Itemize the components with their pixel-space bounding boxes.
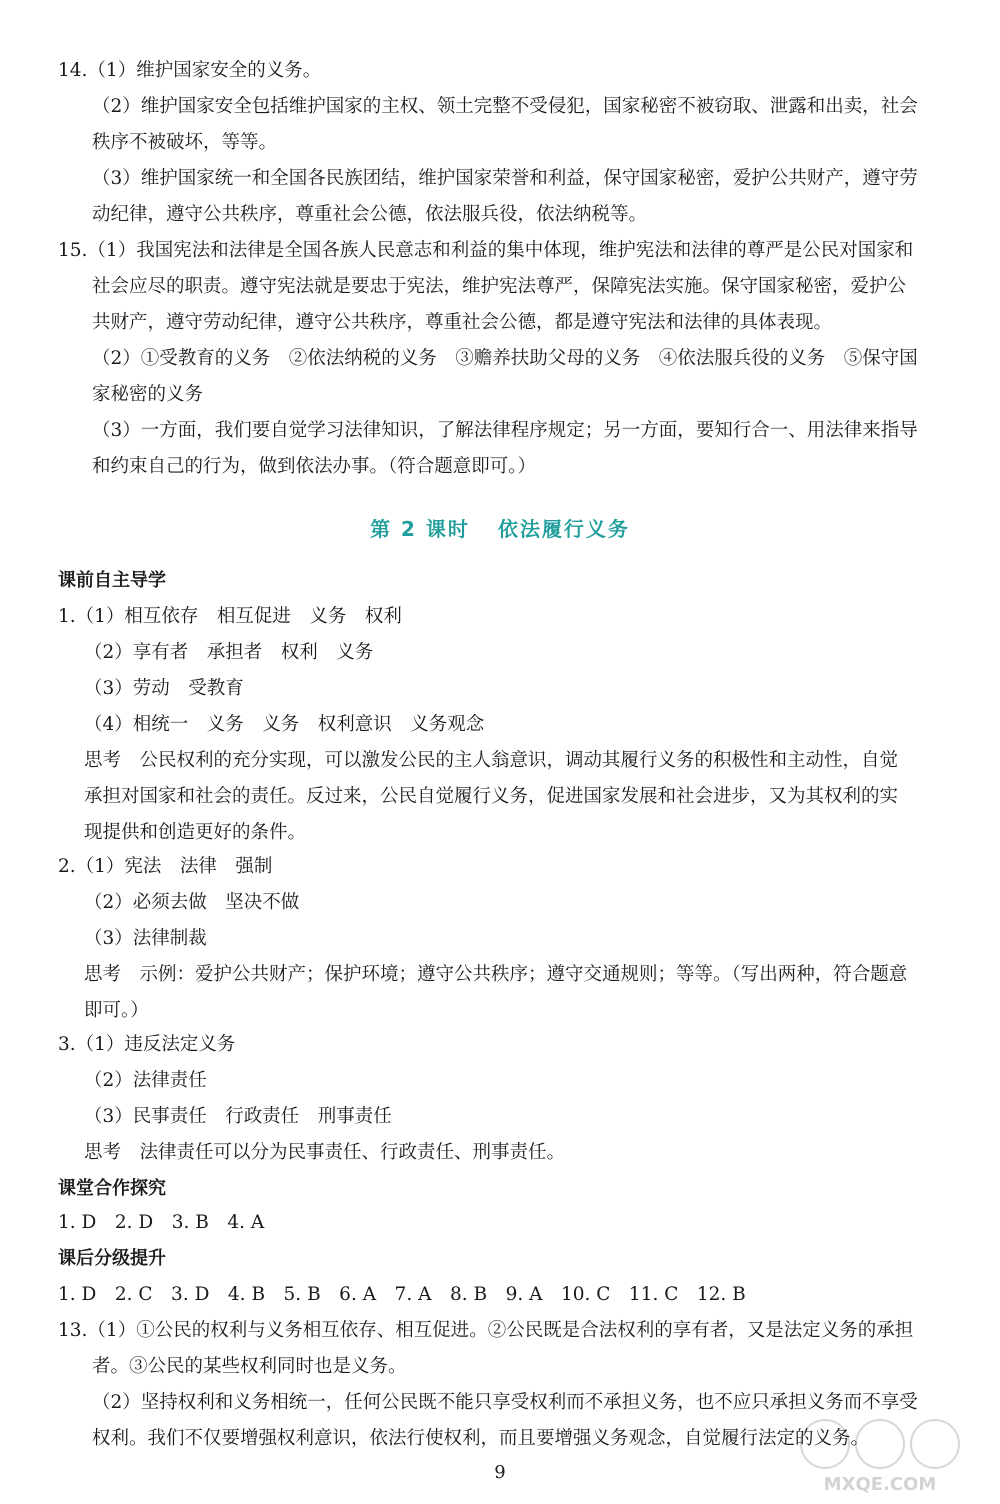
text-line: 2.（1）宪法 法律 强制 <box>58 856 273 877</box>
page-number: 9 <box>494 1462 506 1483</box>
text-line: 14.（1）维护国家安全的义务。 <box>58 60 322 81</box>
text-line: 社会应尽的职责。遵守宪法就是要忠于宪法，维护宪法尊严，保障宪法实施。保守国家秘密，爱护公 <box>92 276 907 297</box>
text-line: 3.（1）违反法定义务 <box>58 1034 236 1055</box>
text-line: （3）法律制裁 <box>84 928 207 949</box>
text-line: 15.（1）我国宪法和法律是全国各族人民意志和利益的集中体现，维护宪法和法律的尊严是公民对国家和 <box>58 240 914 261</box>
text-line: 1. D 2. D 3. B 4. A <box>58 1212 265 1233</box>
text-line: 者。③公民的某些权利同时也是义务。 <box>92 1356 407 1377</box>
text-line: 1.（1）相互依存 相互促进 义务 权利 <box>58 606 402 627</box>
text-line: 动纪律，遵守公共秩序，尊重社会公德，依法服兵役，依法纳税等。 <box>92 204 648 225</box>
text-line: 思考 公民权利的充分实现，可以激发公民的主人翁意识，调动其履行义务的积极性和主动性，自觉 <box>84 750 899 771</box>
section-heading: 课后分级提升 <box>58 1248 166 1269</box>
text-line: （2）坚持权利和义务相统一，任何公民既不能只享受权利而不承担义务，也不应只承担义务而不享受 <box>92 1392 918 1413</box>
watermark-logo <box>780 1406 980 1496</box>
text-line: 和约束自己的行为，做到依法办事。（符合题意即可。） <box>92 456 537 477</box>
section-heading: 课堂合作探究 <box>58 1178 166 1199</box>
watermark-text: MXQE.COM <box>823 1474 937 1495</box>
text-line: （2）必须去做 坚决不做 <box>84 892 300 913</box>
section-title-topic: 依法履行义务 <box>497 517 630 541</box>
text-line: 1. D 2. C 3. D 4. B 5. B 6. A 7. A 8. B 9. A 10. C 11. C 12. B <box>58 1284 746 1305</box>
text-line: 现提供和创造更好的条件。 <box>84 822 307 843</box>
text-line: （2）①受教育的义务 ②依法纳税的义务 ③赡养扶助父母的义务 ④依法服兵役的义务 ⑤保守国 <box>92 348 918 369</box>
text-line: （3）民事责任 行政责任 刑事责任 <box>84 1106 392 1127</box>
text-line: （3）维护国家统一和全国各民族团结，维护国家荣誉和利益，保守国家秘密，爱护公共财产，遵守劳 <box>92 168 918 189</box>
text-line: 思考 示例：爱护公共财产；保护环境；遵守公共秩序；遵守交通规则；等等。（写出两种，符合题意 <box>84 964 908 985</box>
text-line: 思考 法律责任可以分为民事责任、行政责任、刑事责任。 <box>84 1142 566 1163</box>
section-title-lesson: 第 2 课时 <box>370 517 470 541</box>
section-heading: 课前自主导学 <box>58 570 166 591</box>
text-line: 承担对国家和社会的责任。反过来，公民自觉履行义务，促进国家发展和社会进步，又为其权利的实 <box>84 786 899 807</box>
text-line: 13.（1）①公民的权利与义务相互依存、相互促进。②公民既是合法权利的享有者，又是法定义务的承担 <box>58 1320 914 1341</box>
text-line: （3）劳动 受教育 <box>84 678 244 699</box>
text-line: （3）一方面，我们要自觉学习法律知识，了解法律程序规定；另一方面，要知行合一、用法律来指导 <box>92 420 918 441</box>
text-line: （2）法律责任 <box>84 1070 207 1091</box>
section-title <box>0 513 1000 542</box>
text-line: 共财产，遵守劳动纪律，遵守公共秩序，尊重社会公德，都是遵守宪法和法律的具体表现。 <box>92 312 833 333</box>
text-line: 权利。我们不仅要增强权利意识，依法行使权利，而且要增强义务观念，自觉履行法定的义务。 <box>92 1428 870 1449</box>
text-line: 家秘密的义务 <box>92 384 204 405</box>
text-line: （4）相统一 义务 义务 权利意识 义务观念 <box>84 714 485 735</box>
text-line: （2）享有者 承担者 权利 义务 <box>84 642 374 663</box>
text-line: （2）维护国家安全包括维护国家的主权、领土完整不受侵犯，国家秘密不被窃取、泄露和出卖，社会 <box>92 96 918 117</box>
text-line: 即可。） <box>84 1000 149 1021</box>
text-line: 秩序不被破坏，等等。 <box>92 132 278 153</box>
